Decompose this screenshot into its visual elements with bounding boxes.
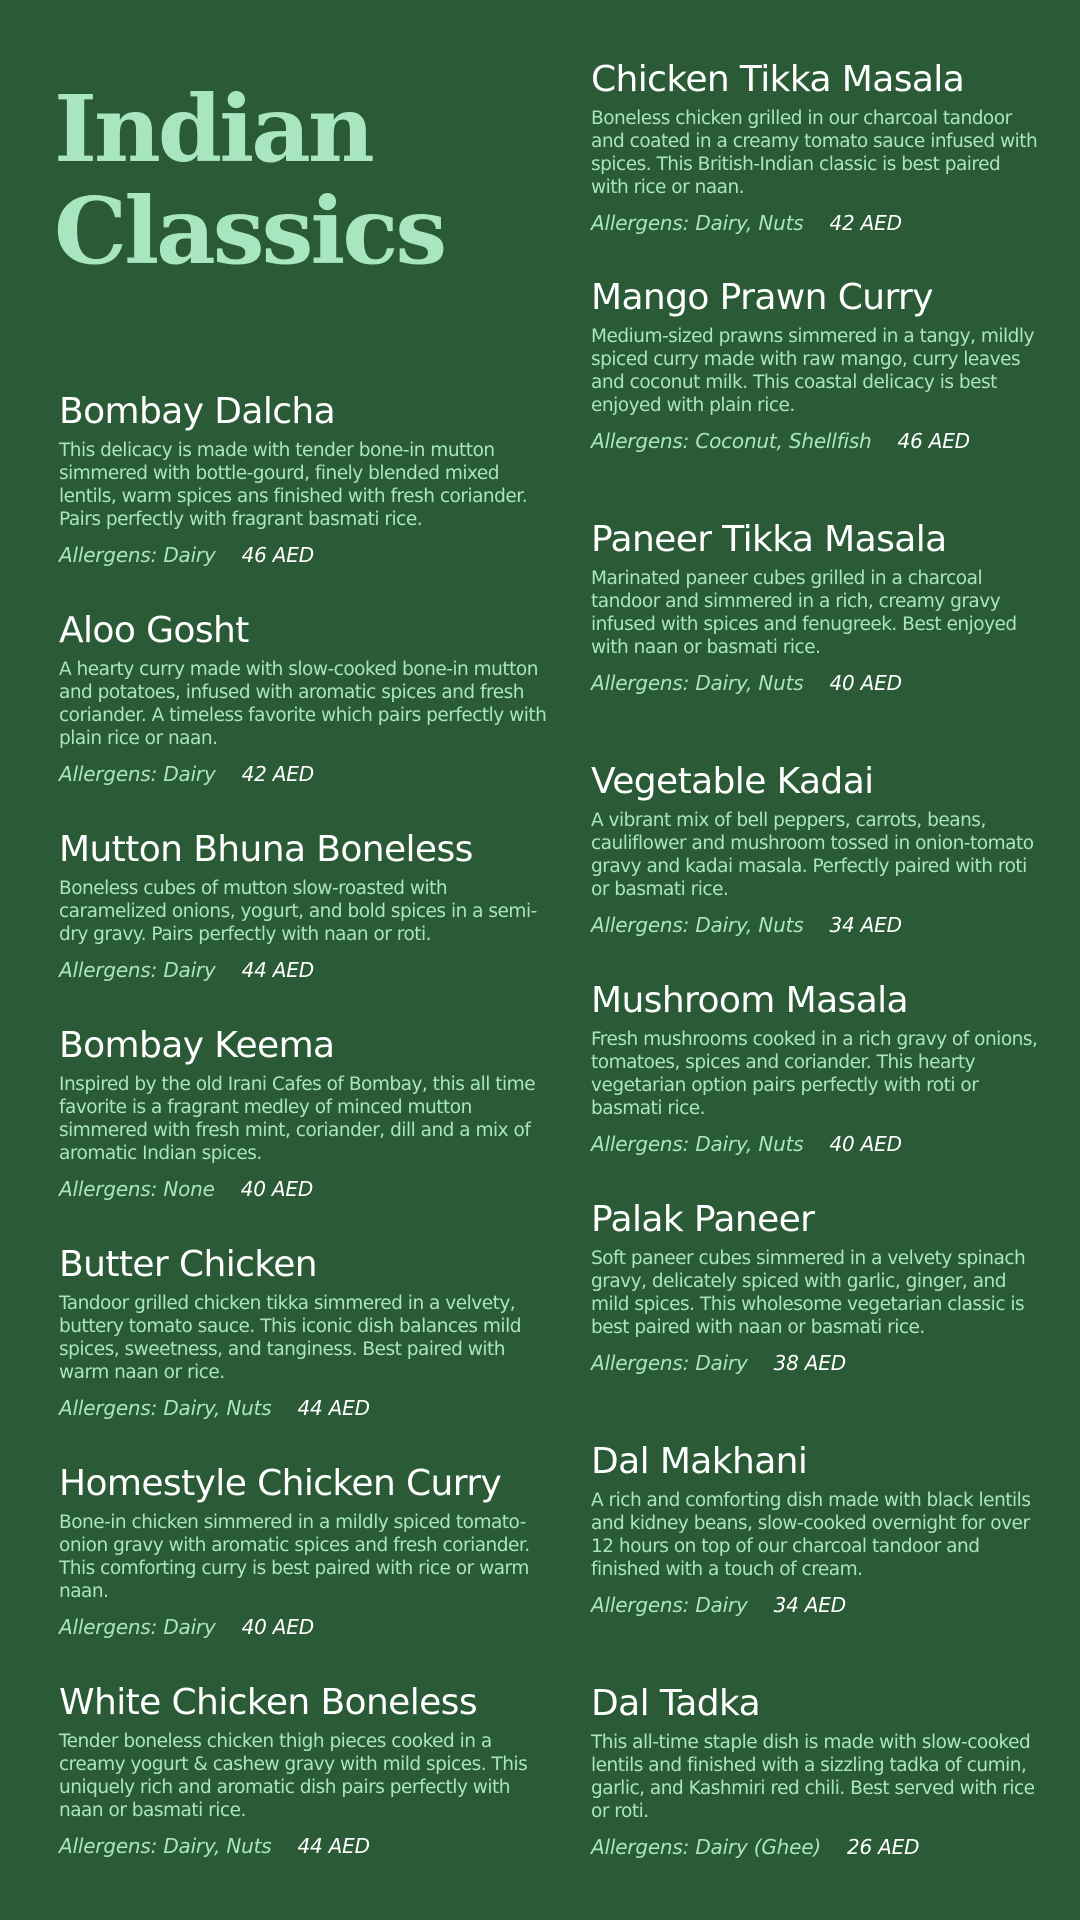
menu-item <box>59 390 554 568</box>
item-name: Mutton Bhuna Boneless <box>59 829 473 870</box>
item-name: Mango Prawn Curry <box>591 277 933 318</box>
menu-item <box>59 1462 554 1640</box>
item-description: A vibrant mix of bell peppers, carrots, beans, cauliflower and mushroom tossed in onion-tomato gravy and kadai masala. Perfectly paired with roti or basmati rice. <box>591 810 1034 900</box>
item-allergens: Allergens: Dairy, Nuts <box>591 211 804 235</box>
item-price: 40 AED <box>829 671 902 695</box>
item-description: This all-time staple dish is made with slow-cooked lentils and finished with a sizzling tadka of cumin, garlic, and Kashmiri red chili. Best served with rice or roti. <box>591 1732 1035 1822</box>
item-description: Boneless cubes of mutton slow-roasted with caramelized onions, yogurt, and bold spices in a semi-dry gravy. Pairs perfectly with naan or roti. <box>59 878 537 945</box>
item-allergens: Allergens: Dairy <box>591 1351 748 1375</box>
item-description: Tender boneless chicken thigh pieces cooked in a creamy yogurt & cashew gravy with mild spices. This uniquely rich and aromatic dish pairs perfectly with naan or basmati rice. <box>59 1731 528 1821</box>
item-meta <box>591 670 1041 696</box>
item-name: Vegetable Kadai <box>591 761 874 802</box>
item-meta <box>59 542 554 568</box>
item-allergens: Allergens: Dairy, Nuts <box>591 1132 804 1156</box>
item-allergens: Allergens: Dairy <box>591 1593 748 1617</box>
menu-item <box>591 979 1041 1157</box>
item-price: 42 AED <box>829 211 902 235</box>
item-name: Butter Chicken <box>59 1244 318 1285</box>
item-allergens: Allergens: Coconut, Shellfish <box>591 429 872 453</box>
item-price: 46 AED <box>897 429 970 453</box>
menu-item <box>591 1198 1041 1376</box>
item-allergens: Allergens: Dairy <box>59 762 216 786</box>
item-allergens: Allergens: Dairy, Nuts <box>59 1396 272 1420</box>
item-meta <box>591 1131 1041 1157</box>
item-allergens: Allergens: Dairy <box>59 1615 216 1639</box>
item-price: 46 AED <box>241 543 314 567</box>
menu-item <box>59 1024 554 1202</box>
item-allergens: Allergens: Dairy <box>59 958 216 982</box>
menu-item <box>591 1682 1041 1860</box>
item-name: Bombay Keema <box>59 1025 335 1066</box>
item-meta <box>59 1833 554 1859</box>
item-allergens: Allergens: None <box>59 1177 215 1201</box>
item-name: Palak Paneer <box>591 1199 815 1240</box>
item-meta <box>59 761 554 787</box>
item-description: A hearty curry made with slow-cooked bone-in mutton and potatoes, infused with aromatic spices and fresh coriander. A timeless favorite which pairs perfectly with plain rice or naan. <box>59 659 547 749</box>
item-price: 26 AED <box>846 1835 920 1859</box>
item-name: Dal Makhani <box>591 1441 808 1482</box>
item-allergens: Allergens: Dairy, Nuts <box>591 913 804 937</box>
item-price: 34 AED <box>773 1593 846 1617</box>
menu-item <box>591 58 1041 236</box>
item-meta <box>591 1592 1041 1618</box>
item-name: Bombay Dalcha <box>59 391 336 432</box>
item-description: Bone-in chicken simmered in a mildly spiced tomato-onion gravy with aromatic spices and fresh coriander. This comforting curry is best paired with rice or warm naan. <box>59 1512 530 1602</box>
item-meta <box>591 428 1041 454</box>
menu-item <box>59 828 554 983</box>
item-price: 42 AED <box>241 762 314 786</box>
item-name: Aloo Gosht <box>59 610 249 651</box>
item-description: Soft paneer cubes simmered in a velvety spinach gravy, delicately spiced with garlic, ginger, and mild spices. This wholesome vegetarian classic is best paired with naan or basmati rice. <box>591 1248 1026 1338</box>
item-meta <box>59 957 554 983</box>
item-price: 44 AED <box>297 1396 370 1420</box>
menu-item <box>59 609 554 787</box>
item-meta <box>591 1350 1041 1376</box>
item-description: This delicacy is made with tender bone-in mutton simmered with bottle-gourd, finely blended mixed lentils, warm spices ans finished with fresh coriander. Pairs perfectly with fragrant basmati rice. <box>59 440 528 530</box>
item-description: Boneless chicken grilled in our charcoal tandoor and coated in a creamy tomato sauce infused with spices. This British-Indian classic is best paired with rice or naan. <box>591 108 1038 198</box>
item-price: 40 AED <box>241 1615 314 1639</box>
item-description: Marinated paneer cubes grilled in a charcoal tandoor and simmered in a rich, creamy gravy infused with spices and fenugreek. Best enjoyed with naan or basmati rice. <box>591 568 1017 658</box>
item-name: Dal Tadka <box>591 1683 761 1724</box>
item-description: Fresh mushrooms cooked in a rich gravy of onions, tomatoes, spices and coriander. This hearty vegetarian option pairs perfectly with roti or basmati rice. <box>591 1029 1038 1119</box>
item-name: White Chicken Boneless <box>59 1682 477 1723</box>
menu-item <box>591 760 1041 938</box>
item-meta <box>591 912 1041 938</box>
item-description: A rich and comforting dish made with black lentils and kidney beans, slow-cooked overnight for over 12 hours on top of our charcoal tandoor and finished with a touch of cream. <box>591 1490 1031 1580</box>
menu-item <box>591 1440 1041 1618</box>
item-description: Inspired by the old Irani Cafes of Bombay, this all time favorite is a fragrant medley of minced mutton simmered with fresh mint, coriander, dill and a mix of aromatic Indian spices. <box>59 1074 536 1164</box>
item-name: Paneer Tikka Masala <box>591 519 947 560</box>
item-meta <box>591 1834 1041 1860</box>
menu-item <box>59 1243 554 1421</box>
menu-item <box>59 1681 554 1859</box>
menu-item <box>591 518 1041 696</box>
item-allergens: Allergens: Dairy (Ghee) <box>591 1835 821 1859</box>
item-price: 44 AED <box>297 1834 370 1858</box>
item-name: Mushroom Masala <box>591 980 909 1021</box>
menu-title-line-1: Indian <box>54 75 372 183</box>
item-allergens: Allergens: Dairy <box>59 543 216 567</box>
item-price: 34 AED <box>829 913 902 937</box>
item-price: 40 AED <box>240 1177 314 1201</box>
item-description: Medium-sized prawns simmered in a tangy, mildly spiced curry made with raw mango, curry leaves and coconut milk. This coastal delicacy is best enjoyed with plain rice. <box>591 326 1034 416</box>
item-meta <box>59 1614 554 1640</box>
item-price: 38 AED <box>773 1351 846 1375</box>
menu-title <box>54 75 534 285</box>
item-name: Homestyle Chicken Curry <box>59 1463 502 1504</box>
item-meta <box>59 1395 554 1421</box>
item-price: 40 AED <box>829 1132 902 1156</box>
menu-item <box>591 276 1041 454</box>
item-meta <box>591 210 1041 236</box>
item-name: Chicken Tikka Masala <box>591 59 965 100</box>
item-description: Tandoor grilled chicken tikka simmered in a velvety, buttery tomato sauce. This iconic dish balances mild spices, sweetness, and tanginess. Best paired with warm naan or rice. <box>59 1293 521 1383</box>
item-meta <box>59 1176 554 1202</box>
item-allergens: Allergens: Dairy, Nuts <box>59 1834 272 1858</box>
item-price: 44 AED <box>241 958 314 982</box>
menu-title-line-2: Classics <box>54 177 445 285</box>
item-allergens: Allergens: Dairy, Nuts <box>591 671 804 695</box>
